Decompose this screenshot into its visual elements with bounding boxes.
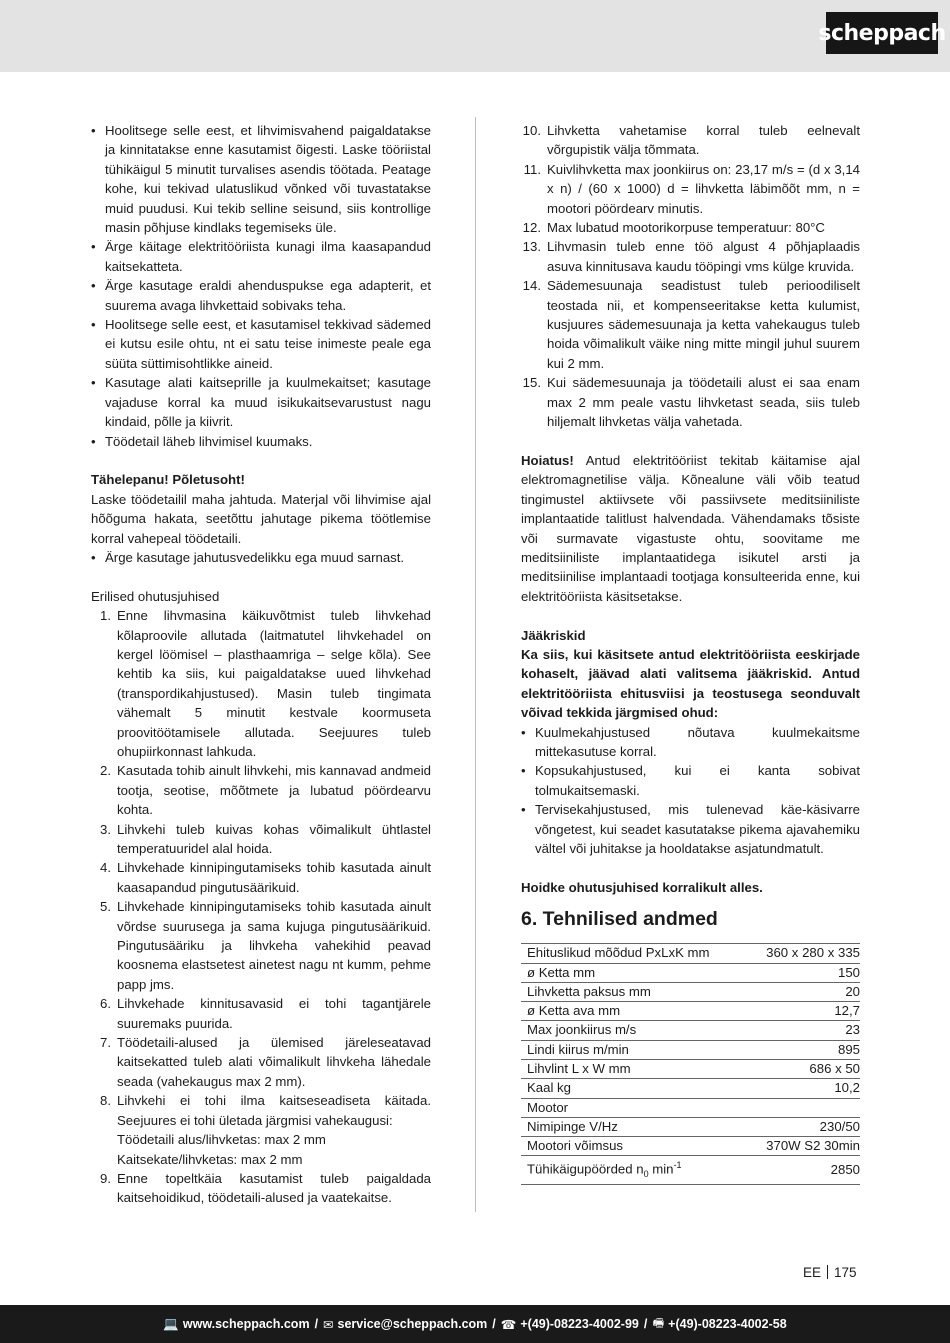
table-row	[521, 1079, 860, 1098]
list-item: 15. Kui sädemesuunaja ja töödetaili alust ei saa enam max 2 mm peale vastu lihvketast seada, siis tuleb hiljemalt lihvketas välja vahetada.	[522, 375, 860, 430]
list-item: 14. Sädemesuunaja seadistust tuleb perioodiliselt teostada nii, et kompenseeritakse ketta kulumist, kusjuures sädemesuunaja ja ketta vahekaugus tuleb hoida võimalikult väike ning mitte mingil juhul suurem kui 2 mm.	[522, 278, 860, 371]
spec-value: 370W S2 30min	[747, 1137, 860, 1156]
table-row	[521, 1117, 860, 1136]
table-row	[521, 1137, 860, 1156]
fax-icon: 🖷	[652, 1315, 665, 1330]
residual-risks-list	[521, 723, 860, 859]
caution-title: Tähelepanu! Põletusoht!	[91, 472, 245, 488]
table-row	[521, 982, 860, 1001]
list-item: 8. Lihvkehi ei tohi ilma kaitseseadiseta käitada. Seejuures ei tohi ületada järgmisi vahekaugusi: Töödetaili alus/lihvketas: max 2 mm Kaitsekate/lihvketas: max 2 mm	[91, 1091, 431, 1169]
list-item: • Kuulmekahjustused nõutava kuulmekaitsme mittekasutuse korral.	[521, 723, 860, 762]
list-item: • Tervisekahjustused, mis tulenevad käe-käsivarre võngetest, kui seadet kasutatakse pikema ajavahemiku vältel või juhitakse ja hooldatakse asjatundmatult.	[521, 800, 860, 858]
page-separator	[827, 1265, 828, 1279]
spec-label: Max joonkiirus m/s	[521, 1021, 747, 1040]
right-column	[521, 121, 860, 1185]
safety-bullets-1	[91, 121, 431, 451]
header-bar	[0, 0, 950, 72]
language-code: EE	[803, 1265, 822, 1280]
column-divider	[475, 117, 476, 1212]
spec-label: ø Ketta mm	[521, 963, 747, 982]
residual-risks-title: Jääkriskid	[521, 627, 586, 643]
spec-label: Tühikäigupöörded $n_0$ $\min^{-1}$	[521, 1156, 747, 1184]
spec-label: Mootori võimsus	[521, 1137, 747, 1156]
spec-label: Nimipinge V/Hz	[521, 1117, 747, 1136]
list-item: 6. Lihvkehade kinnitusavasid ei tohi tagantjärele suuremaks puurida.	[100, 996, 431, 1031]
list-item: 1. Enne lihvmasina käikuvõtmist tuleb lihvkehad kõlaproovile allutada (laitmatutel lihvkehadel on kergel löömisel – plasthaamriga – selge kõla). See kehtib ka siis, kui paigaldatakse uued lihvkehad (transpordikahjustused). Masin tuleb tingimata vähemalt 5 minutit kestvale koormuseta proovitöötamisele allutada. Seejuures tuleb ohupiirkonnast lahkuda.	[100, 608, 431, 759]
safety-bullets-2	[91, 548, 431, 567]
list-item: 12. Max lubatud mootorikorpuse temperatuur: 80°C	[522, 220, 825, 236]
phone-icon: ☎	[500, 1317, 517, 1332]
spec-label: Kaal kg	[521, 1079, 747, 1098]
left-column	[91, 121, 431, 1208]
spec-value: 12,7	[747, 1002, 860, 1021]
list-item: 7. Töödetaili-alused ja ülemised järeleseatavad kaitsekatted tuleb alati võimalikult lihvkeha lähedale seada (vahekaugus max 2 mm).	[100, 1035, 431, 1089]
residual-risks-intro: Ka siis, kui käsitsete antud elektritööriista eeskirjade kohaselt, jäävad alati valitsema jääkriskid. Antud elektritööriista ehitusviisi ja teostusega seonduvalt võivad tekkida järgmised ohud:	[521, 646, 860, 721]
list-item: 4. Lihvkehade kinnipingutamiseks tohib kasutada ainult kaasapandud pingutusäärikuid.	[100, 860, 431, 895]
table-row	[521, 1156, 860, 1184]
list-item: • Hoolitsege selle eest, et lihvimisvahend paigaldatakse ja kinnitatakse enne kasutamist õigesti. Laske tööriistal tühikäigul 5 minutit turvalises asendis töötada. Peatage kohe, kui tekivad ulatuslikud võnked või tuvastatakse muid puudusi. Kui tekib selline seisund, siis kontrollige masin põhjuse kindlaks tegemiseks üle.	[91, 121, 431, 237]
table-row	[521, 944, 860, 963]
list-item: 11. Kuivlihvketta max joonkiirus on: 23,17 m/s = (d x 3,14 x n) / (60 x 1000) d = lihvketta läbimõõt mm, n = mootori pöördearv minutis.	[523, 161, 860, 216]
page-num: 175	[834, 1265, 857, 1280]
list-item: • Hoolitsege selle eest, et kasutamisel tekkivad sädemed ei kutsu esile ohtu, nt ei satu teise inimeste peale ega süüta süttimisohtlikke aineid.	[91, 315, 431, 373]
phone-number: +(49)-08223-4002-99	[520, 1317, 639, 1331]
list-item: 10. Lihvketta vahetamise korral tuleb eelnevalt võrgupistik välja tõmmata.	[522, 123, 860, 158]
list-item: • Ärge kasutage eraldi ahenduspukse ega adapterit, et suurema avaga lihvkettaid sobivaks teha.	[91, 276, 431, 315]
list-item: • Töödetail läheb lihvimisel kuumaks.	[91, 432, 431, 451]
spec-value: 686 x 50	[747, 1059, 860, 1078]
spec-label: Lihvlint L x W mm	[521, 1059, 747, 1078]
computer-icon: 💻	[163, 1316, 179, 1331]
spec-label: Lindi kiirus m/min	[521, 1040, 747, 1059]
spec-value: 895	[747, 1040, 860, 1059]
special-instructions-list	[91, 606, 431, 1208]
spec-label: ø Ketta ava mm	[521, 1002, 747, 1021]
scheppach-logo: scheppach	[826, 12, 938, 54]
spec-value: 2850	[747, 1156, 860, 1184]
list-item: 2. Kasutada tohib ainult lihvkehi, mis kannavad andmeid tootja, seotise, mõõtmete ja lubatud pöördearvu kohta.	[100, 763, 431, 818]
section-title: 6. Tehnilised andmed	[521, 908, 718, 931]
spec-label: Mootor	[521, 1098, 747, 1117]
fax-number: +(49)-08223-4002-58	[668, 1317, 787, 1331]
footer-bar: 💻 www.scheppach.com / ✉ service@scheppach.com / ☎ +(49)-08223-4002-99 / 🖷 +(49)-08223-4002-58	[0, 1305, 950, 1343]
spec-value: 20	[747, 982, 860, 1001]
spec-value: 10,2	[747, 1079, 860, 1098]
list-item: 3. Lihvkehi tuleb kuivas kohas võimalikult ühtlastel temperatuuridel alal hoida.	[100, 821, 431, 856]
warning-label: Hoiatus!	[521, 452, 574, 468]
keep-instructions-note: Hoidke ohutusjuhised korralikult alles.	[521, 879, 763, 895]
list-item: 13. Lihvmasin tuleb enne töö algust 4 põhjaplaadis asuva kinnitusava kaudu tööpingi vms külge kruvida.	[522, 239, 860, 274]
page-number	[803, 1265, 857, 1280]
website-link[interactable]: www.scheppach.com	[182, 1317, 310, 1331]
table-row	[521, 1040, 860, 1059]
table-row	[521, 1002, 860, 1021]
spec-value: 150	[747, 963, 860, 982]
caution-text: Laske töödetailil maha jahtuda. Materjal või lihvimise ajal hõõguma hakata, seetõttu jahutage pikema töötlemise korral vahepeal töödetaili.	[91, 491, 431, 546]
list-item: • Kasutage alati kaitseprille ja kuulmekaitset; kasutage vajaduse korral ka muud isikukaitsevarustust nagu kindaid, põlle ja kiivrit.	[91, 373, 431, 431]
list-item: 5. Lihvkehade kinnipingutamiseks tohib kasutada ainult võrdse suurusega ja sama kujuga pingutusäärikuid. Pingutusääriku ja lihvkeha vahekihid peavad koosnema elastsetest ainetest nagu nt kumm, pehme papp jms.	[100, 899, 431, 992]
list-item: 9. Enne topeltkäia kasutamist tuleb paigaldada kaitsehoidikud, töödetaili-alused ja vaatekaitse.	[100, 1170, 431, 1206]
spec-label: Lihvketta paksus mm	[521, 982, 747, 1001]
table-row	[521, 1021, 860, 1040]
spec-value: 230/50	[747, 1117, 860, 1136]
technical-data-table	[521, 943, 860, 1185]
table-row	[521, 1059, 860, 1078]
list-item: • Kopsukahjustused, kui ei kanta sobivat tolmukaitsemaski.	[521, 761, 860, 800]
emf-warning: Hoiatus! Antud elektritööriist tekitab käitamise ajal elektromagnetilise välja. Kõnealune väli võib teatud tingimustel aktiivsete või passiivsete meditsiiniliste implantaatide talitlust halvendada. Vähendamaks tõsiste või surmavate vigastuste ohtu, soovitame me meditsiiniliste implantaatidega isikutel arsti ja meditsiinilise implantaadi tootjaga konsulteerida enne, kui elektritööriista käsitsetakse.	[521, 452, 861, 604]
spec-label: Ehituslikud mõõdud PxLxK mm	[521, 944, 747, 963]
email-icon: ✉	[323, 1317, 334, 1332]
clearance-line: Kaitsekate/lihvketas: max 2 mm	[117, 1151, 303, 1167]
table-row	[521, 963, 860, 982]
special-instructions-list-cont	[521, 121, 860, 432]
spec-value: 360 x 280 x 335	[747, 944, 860, 963]
list-item: • Ärge käitage elektritööriista kunagi ilma kaasapandud kaitsekatteta.	[91, 237, 431, 276]
spec-value: 23	[747, 1021, 860, 1040]
email-link[interactable]: service@scheppach.com	[337, 1317, 488, 1331]
list-item: • Ärge kasutage jahutusvedelikku ega muud sarnast.	[91, 548, 431, 567]
spec-value	[747, 1098, 860, 1117]
clearance-line: Töödetaili alus/lihvketas: max 2 mm	[117, 1132, 326, 1148]
table-row	[521, 1098, 860, 1117]
special-instructions-heading: Erilised ohutusjuhised	[91, 588, 220, 604]
